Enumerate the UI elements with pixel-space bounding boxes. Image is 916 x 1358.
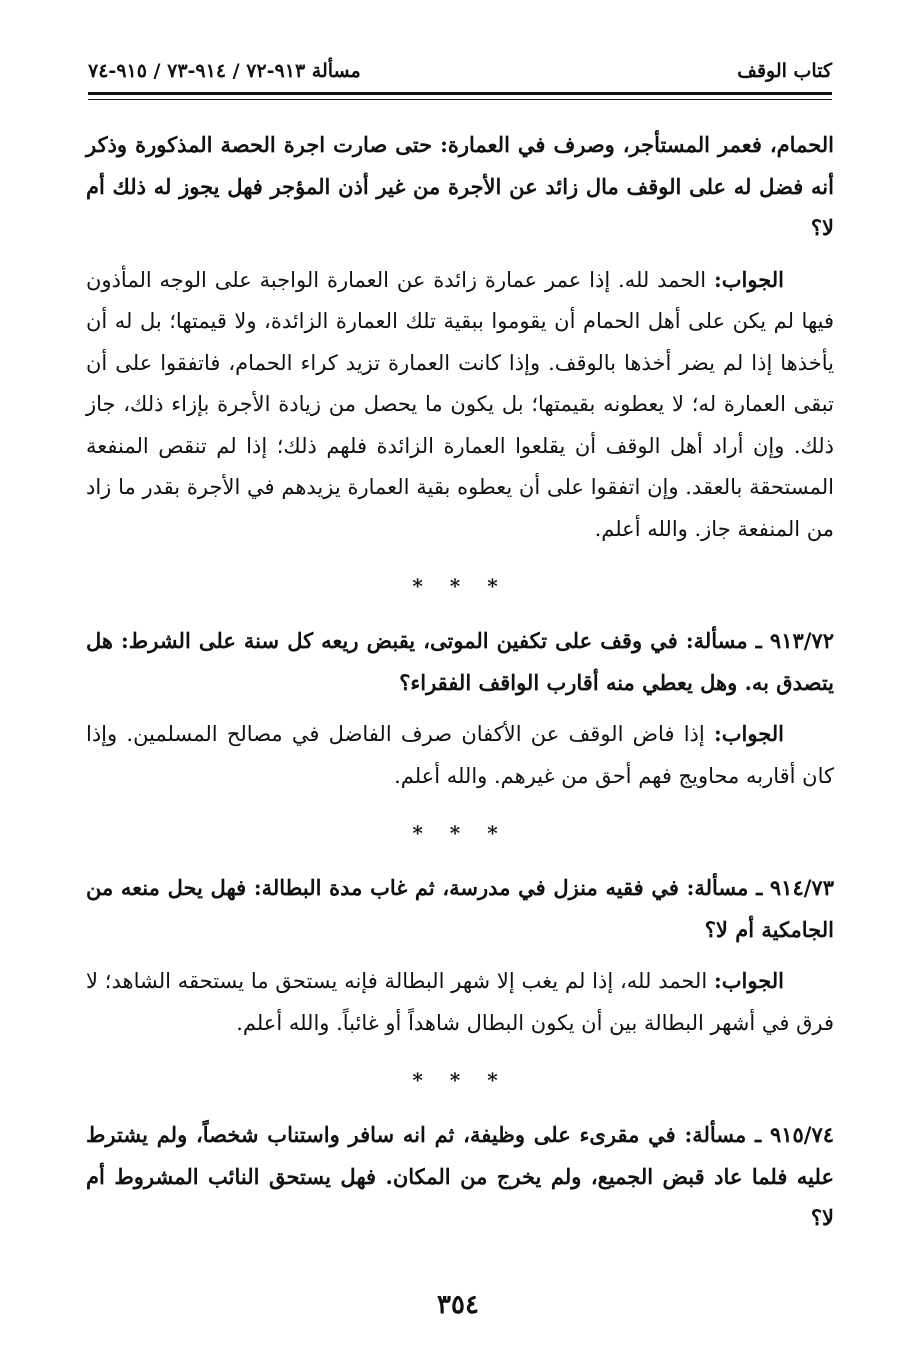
- question-label: ٩١٥/٧٤ ـ مسألة:: [684, 1122, 835, 1147]
- question-label: ٩١٣/٧٢ ـ مسألة:: [685, 628, 834, 653]
- answer-label: الجواب:: [714, 266, 784, 292]
- page-body: [86, 124, 834, 1239]
- answer-label: الجواب:: [714, 968, 784, 993]
- section-separator: * * *: [412, 574, 508, 598]
- answer-label: الجواب:: [714, 721, 784, 746]
- question-913: [86, 620, 834, 703]
- answer-paragraph-3: [86, 960, 834, 1044]
- answer-paragraph-2: [86, 713, 834, 797]
- running-header: [88, 56, 832, 86]
- question-continuation: الحمام، فعمر المستأجر، وصرف في العمارة: حتى صارت اجرة الحصة المذكورة وذكر أنه فضل له على الوقف مال زائد عن الأجرة من غير أذن المؤجر فهل يجوز له ذلك أم لا؟: [86, 132, 834, 240]
- header-book-title: كتاب الوقف: [737, 60, 832, 82]
- section-separator: * * *: [412, 821, 508, 845]
- page-number: ٣٥٤: [437, 1290, 479, 1320]
- answer-text: الحمد لله، إذا لم يغب إلا شهر البطالة فإنه يستحق ما يستحقه الشاهد؛ لا فرق في أشهر البطالة بين أن يكون البطال شاهداً أو غائباً. والله أعلم.: [86, 969, 834, 1035]
- question-text: في مقرىء على وظيفة، ثم انه سافر واستناب شخصاً، ولم يشترط عليه فلما عاد قبض الجميع، ولم يخرج من المكان. فهل يستحق النائب المشروط أم لا؟: [86, 1122, 834, 1230]
- answer-text: الحمد لله. إذا عمر عمارة زائدة عن العمارة الواجبة على الوجه المأذون فيها لم يكن على أهل الحمام أن يقوموا ببقية تلك العمارة الزائدة، ولا قيمتها؛ بل له أن يأخذها إذا لم يضر أخذها بالوقف. وإذا كانت العمارة تزيد كراء الحمام، فاتفقوا على أن تبقى العمارة له؛ لا يعطونه بقيمتها؛ بل يكون ما يحصل من زيادة الأجرة بإزاء ذلك، جاز ذلك. وإن أراد أهل الوقف أن يقلعوا العمارة الزائدة فلهم ذلك؛ إذا لم تنقص المنفعة المستحقة بالعقد. وإن اتفقوا على أن يعطوه بقية العمارة يزيدهم في الأجرة بقدر ما زاد من المنفعة جاز. والله أعلم.: [86, 267, 834, 541]
- header-issue-range: مسألة ٩١٣-٧٢ / ٩١٤-٧٣ / ٩١٥-٧٤: [88, 60, 361, 82]
- answer-paragraph-1: [86, 259, 834, 551]
- question-text: في وقف على تكفين الموتى، يقبض ريعه كل سنة على الشرط: هل يتصدق به. وهل يعطي منه أقارب الواقف الفقراء؟: [86, 628, 834, 695]
- header-rule-thick: [88, 92, 832, 95]
- question-label: ٩١٤/٧٣ ـ مسألة:: [686, 875, 834, 900]
- answer-text: إذا فاض الوقف عن الأكفان صرف الفاضل في مصالح المسلمين. وإذا كان أقاربه محاويج فهم أحق من غيرهم. والله أعلم.: [86, 722, 834, 788]
- section-separator: * * *: [412, 1068, 508, 1092]
- question-text: في فقيه منزل في مدرسة، ثم غاب مدة البطالة: فهل يحل منعه من الجامكية أم لا؟: [86, 875, 834, 942]
- header-rule-thin: [88, 99, 832, 100]
- question-914: [86, 867, 834, 950]
- question-915: [86, 1114, 834, 1239]
